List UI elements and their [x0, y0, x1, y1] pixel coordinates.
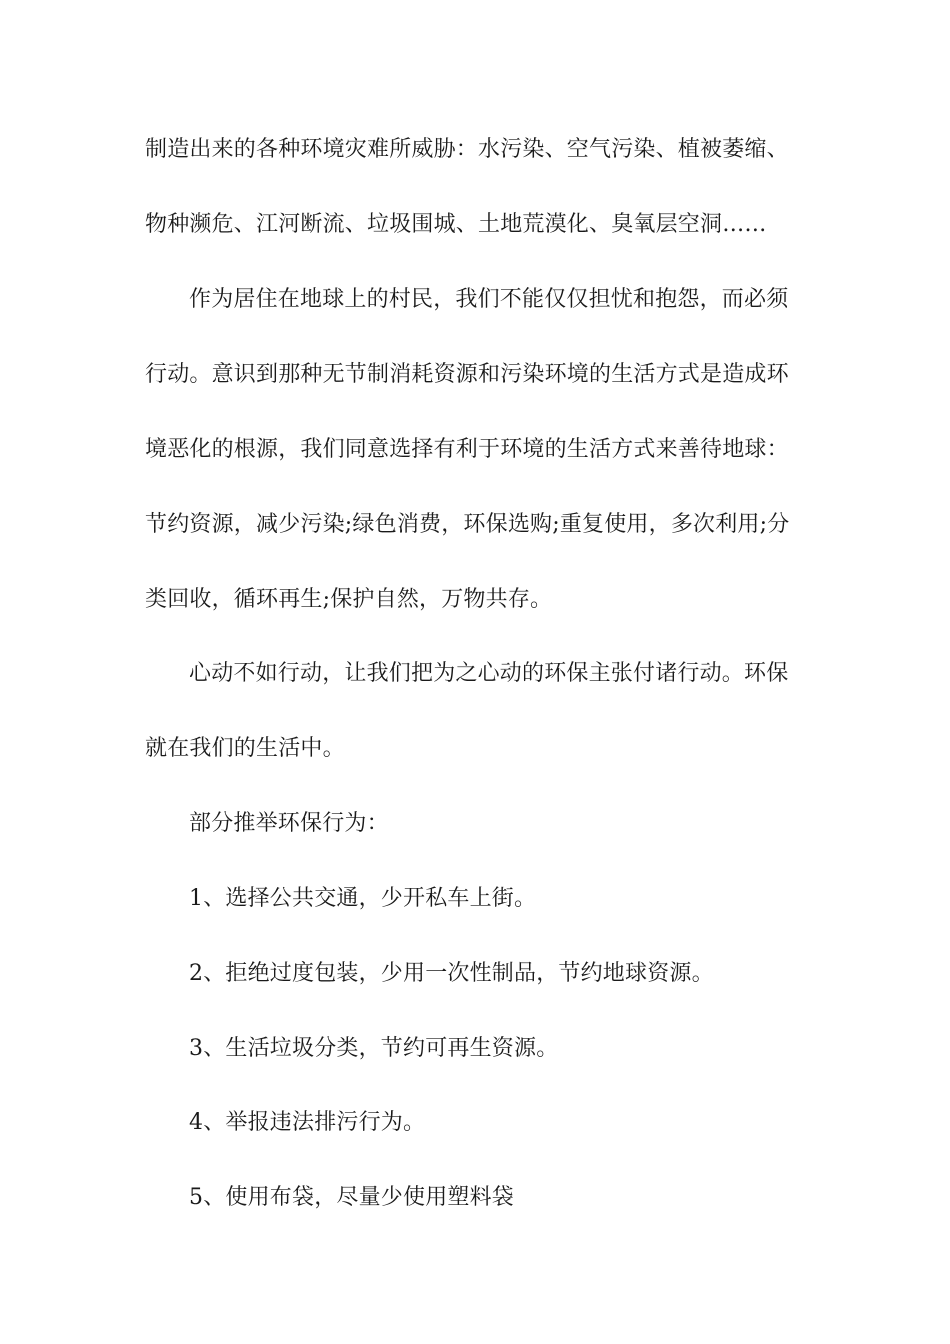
text-line: 节约资源，减少污染;绿色消费，环保选购;重复使用，多次利用;分: [145, 512, 790, 537]
paragraph-start-line: 作为居住在地球上的村民，我们不能仅仅担忧和抱怨，而必须: [189, 287, 789, 312]
text-line: 境恶化的根源，我们同意选择有利于环境的生活方式来善待地球：: [145, 437, 789, 462]
text-line: 行动。意识到那种无节制消耗资源和污染环境的生活方式是造成环: [145, 362, 789, 387]
list-item: 2、拒绝过度包装，少用一次性制品，节约地球资源。: [189, 961, 714, 986]
text-line: 就在我们的生活中。: [145, 736, 345, 761]
text-line: 物种濒危、江河断流、垃圾围城、土地荒漠化、臭氧层空洞……: [145, 212, 767, 237]
list-heading: 部分推举环保行为：: [189, 811, 389, 836]
text-line: 制造出来的各种环境灾难所威胁：水污染、空气污染、植被萎缩、: [145, 137, 789, 162]
text-line: 类回收，循环再生;保护自然，万物共存。: [145, 587, 553, 612]
list-item: 4、举报违法排污行为。: [189, 1110, 426, 1135]
list-item: 1、选择公共交通，少开私车上街。: [189, 886, 537, 911]
list-item: 3、生活垃圾分类，节约可再生资源。: [189, 1036, 559, 1061]
paragraph-start-line: 心动不如行动，让我们把为之心动的环保主张付诸行动。环保: [189, 661, 789, 686]
list-item: 5、使用布袋，尽量少使用塑料袋: [189, 1185, 514, 1210]
